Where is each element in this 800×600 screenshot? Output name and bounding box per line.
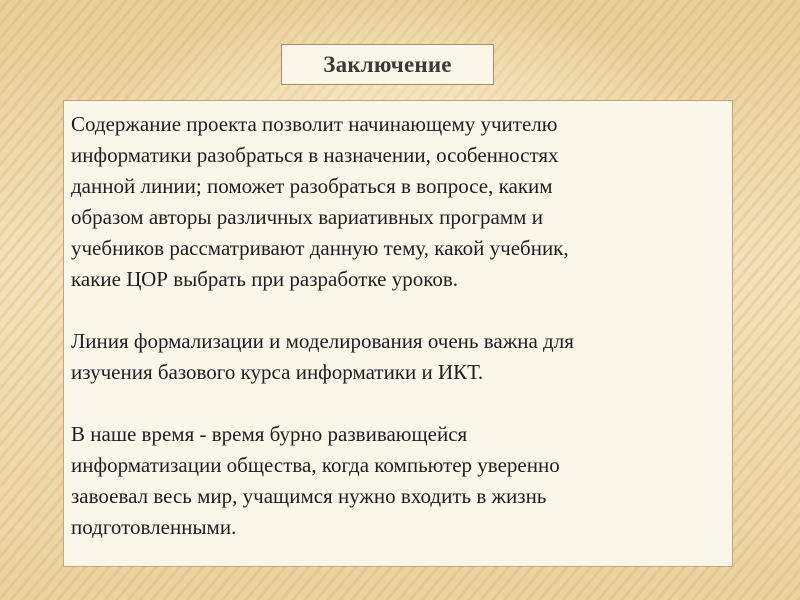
text-line: В наше время - время бурно развивающейся xyxy=(71,422,468,446)
text-line: информатизации общества, когда компьютер уверенно xyxy=(71,453,560,477)
text-line: подготовленными. xyxy=(71,515,237,539)
slide-title: Заключение xyxy=(323,51,452,77)
text-line: изучения базового курса информатики и ИКТ. xyxy=(71,360,484,384)
text-line: учебников рассматривают данную тему, какой учебник, xyxy=(71,236,569,260)
paragraph-informatization xyxy=(71,419,724,543)
text-line: образом авторы различных вариативных программ и xyxy=(71,205,543,229)
text-line: информатики разобраться в назначении, особенностях xyxy=(71,143,559,167)
text-line: Линия формализации и моделирования очень важна для xyxy=(71,329,574,353)
text-line: данной линии; поможет разобраться в вопросе, каким xyxy=(71,174,553,198)
text-line: какие ЦОР выбрать при разработке уроков. xyxy=(71,267,458,291)
text-line: завоевал весь мир, учащимся нужно входить в жизнь xyxy=(71,484,547,508)
content-box xyxy=(63,100,733,567)
paragraph-project-content xyxy=(71,109,724,295)
text-line: Содержание проекта позволит начинающему учителю xyxy=(71,112,558,136)
paragraph-formalization-line xyxy=(71,326,724,388)
title-box xyxy=(281,44,494,85)
